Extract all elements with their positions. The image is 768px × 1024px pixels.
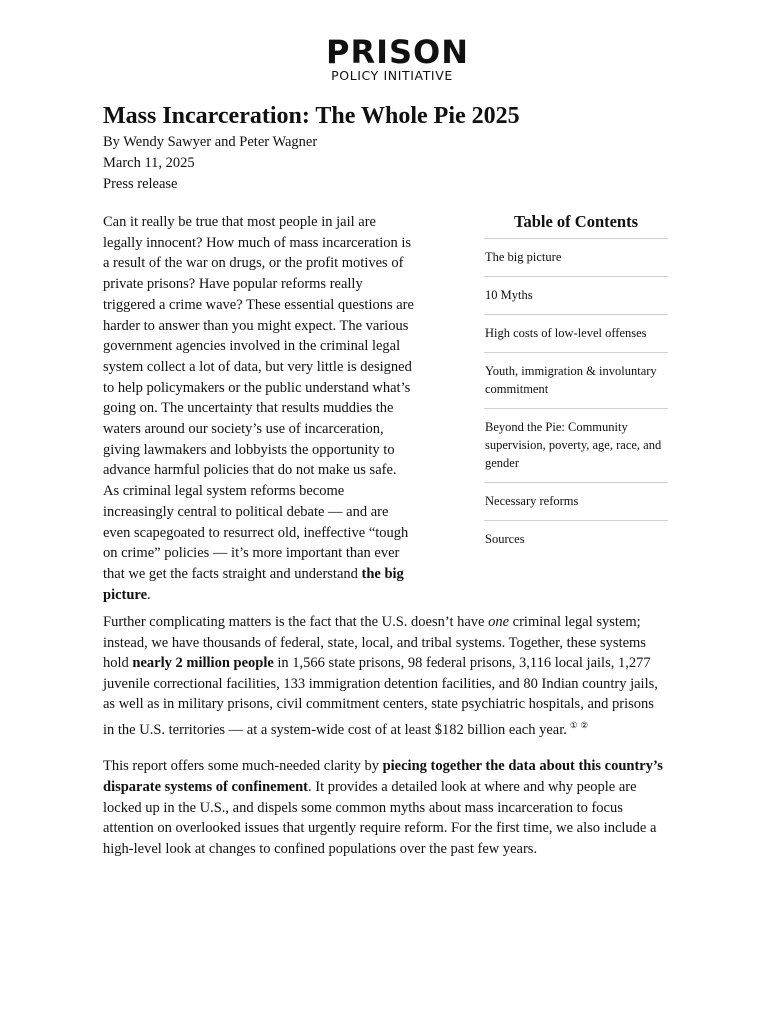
logo-line-prison: PRISON (326, 33, 470, 71)
prison-policy-initiative-logo[interactable] (326, 33, 470, 83)
toc-item-sources[interactable]: Sources (485, 532, 525, 546)
table-of-contents (484, 212, 668, 558)
p3-text-b: . It provides a detailed look at where and why people are locked up in the U.S., and dispels some common myths about mass incarceration to focus attention on overlooked issues that urgently require reform. For the first time, we also include a high-level look at changes to confined populations over the past few years. (103, 778, 657, 857)
toc-item-beyond-the-pie[interactable]: Beyond the Pie: Community supervision, poverty, age, race, and gender (484, 409, 668, 483)
intro-text: Can it really be true that most people in jail are legally innocent? How much of mass incarceration is a result of the war on drugs, or the profit motives of private prisons? Have popular reforms really triggered a crime wave? These essential questions are harder to answer than you might expect. The various government agencies involved in the criminal legal system collect a lot of data, but very little is designed to help policymakers or the public understand what’s going on. The uncertainty that results muddies the waters around our society’s use of incarceration, giving lawmakers and lobbyists the opportunity to advance harmful policies that do not make us safe. As criminal legal system reforms become increasingly central to political debate — and are even scapegoated to resurrect old, ineffective “tough on crime” policies — it’s more important than ever that we get the facts straight and understand (103, 214, 414, 582)
intro-bold-big-picture: the big picture (103, 565, 404, 603)
article (103, 100, 668, 859)
toc-list (484, 239, 668, 558)
p2-text-c: in 1,566 state prisons, 98 federal prisons, 3,116 local jails, 1,277 juvenile correctional facilities, 133 immigration detention facilities, and 80 Indian country jails, as well as in military prisons, civil commitment centers, state psychiatric hospitals, and prisons in the U.S. territories — at a system-wide cost of at least $182 billion each year. (103, 655, 658, 738)
p3-bold-piecing-together: piecing together the data about this country’s disparate systems of confinement (103, 758, 663, 795)
p2-text-a: Further complicating matters is the fact that the U.S. doesn’t have (103, 614, 489, 630)
page-title: Mass Incarceration: The Whole Pie 2025 (103, 103, 520, 129)
toc-title: Table of Contents (484, 212, 668, 239)
article-type: Press release (103, 176, 178, 192)
toc-item-high-costs[interactable]: High costs of low-level offenses (484, 315, 668, 353)
toc-item-necessary-reforms[interactable]: Necessary reforms (484, 483, 668, 521)
toc-item-youth-immigration[interactable]: Youth, immigration & involuntary commitment (484, 353, 668, 409)
p3-text-a: This report offers some much-needed clarity by (103, 758, 383, 775)
toc-item-10-myths[interactable]: 10 Myths (484, 277, 668, 315)
intro-paragraph (103, 212, 415, 605)
logo-line-policy-initiative: POLICY INITIATIVE (331, 68, 453, 83)
paragraph-3 (103, 756, 668, 859)
p2-bold-2-million: nearly 2 million people (132, 655, 274, 672)
byline: By Wendy Sawyer and Peter Wagner (103, 134, 318, 150)
toc-item-big-picture[interactable]: The big picture (484, 239, 668, 277)
paragraph-2 (103, 612, 668, 740)
p2-text-b: criminal legal system; instead, we have thousands of federal, state, local, and tribal systems. Together, these systems hold (103, 614, 646, 672)
p2-emphasis-one: one (488, 614, 510, 630)
publish-date: March 11, 2025 (103, 155, 195, 171)
footnote-1-link[interactable]: ① (569, 719, 578, 730)
intro-end: . (147, 586, 151, 603)
footnote-2-link[interactable]: ② (580, 719, 589, 730)
intro-row (103, 212, 668, 612)
